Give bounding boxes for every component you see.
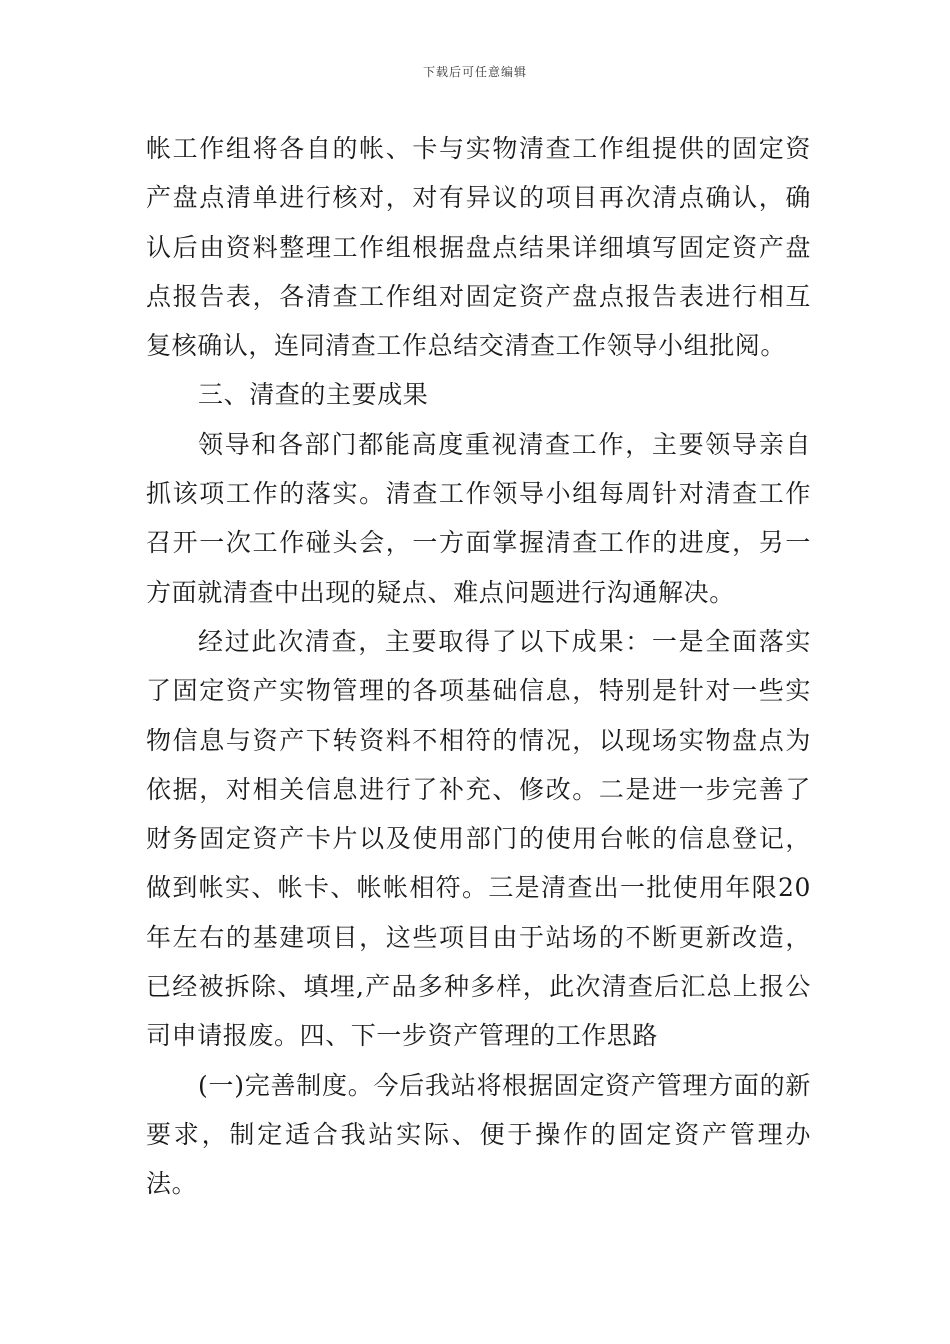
- paragraph-2: 领导和各部门都能高度重视清查工作，主要领导亲自抓该项工作的落实。清查工作领导小组每周针对清查工作召开一次工作碰头会，一方面掌握清查工作的进度，另一方面就清查中出现的疑点、难点问题进行沟通解决。: [146, 429, 811, 607]
- paragraph-4: (一)完善制度。今后我站将根据固定资产管理方面的新要求，制定适合我站实际、便于操作的固定资产管理办法。: [146, 1070, 811, 1199]
- paragraph-1: 帐工作组将各自的帐、卡与实物清查工作组提供的固定资产盘点清单进行核对，对有异议的项目再次清点确认，确认后由资料整理工作组根据盘点结果详细填写固定资产盘点报告表，各清查工作组对固定资产盘点报告表进行相互复核确认，连同清查工作总结交清查工作领导小组批阅。: [146, 134, 811, 361]
- section-heading-3: 三、清查的主要成果: [198, 380, 429, 410]
- page-header: 下载后可任意编辑: [422, 65, 527, 79]
- document-body: [146, 124, 811, 1209]
- paragraph-3: 经过此次清查，主要取得了以下成果：一是全面落实了固定资产实物管理的各项基础信息，特别是针对一些实物信息与资产下转资料不相符的情况，以现场实物盘点为依据，对相关信息进行了补充、修改。二是进一步完善了财务固定资产卡片以及使用部门的使用台帐的信息登记，做到帐实、帐卡、帐帐相符。三是清查出一批使用年限20年左右的基建项目，这些项目由于站场的不断更新改造，已经被拆除、填埋,产品多种多样，此次清查后汇总上报公司申请报废。四、下一步资产管理的工作思路: [146, 626, 811, 1051]
